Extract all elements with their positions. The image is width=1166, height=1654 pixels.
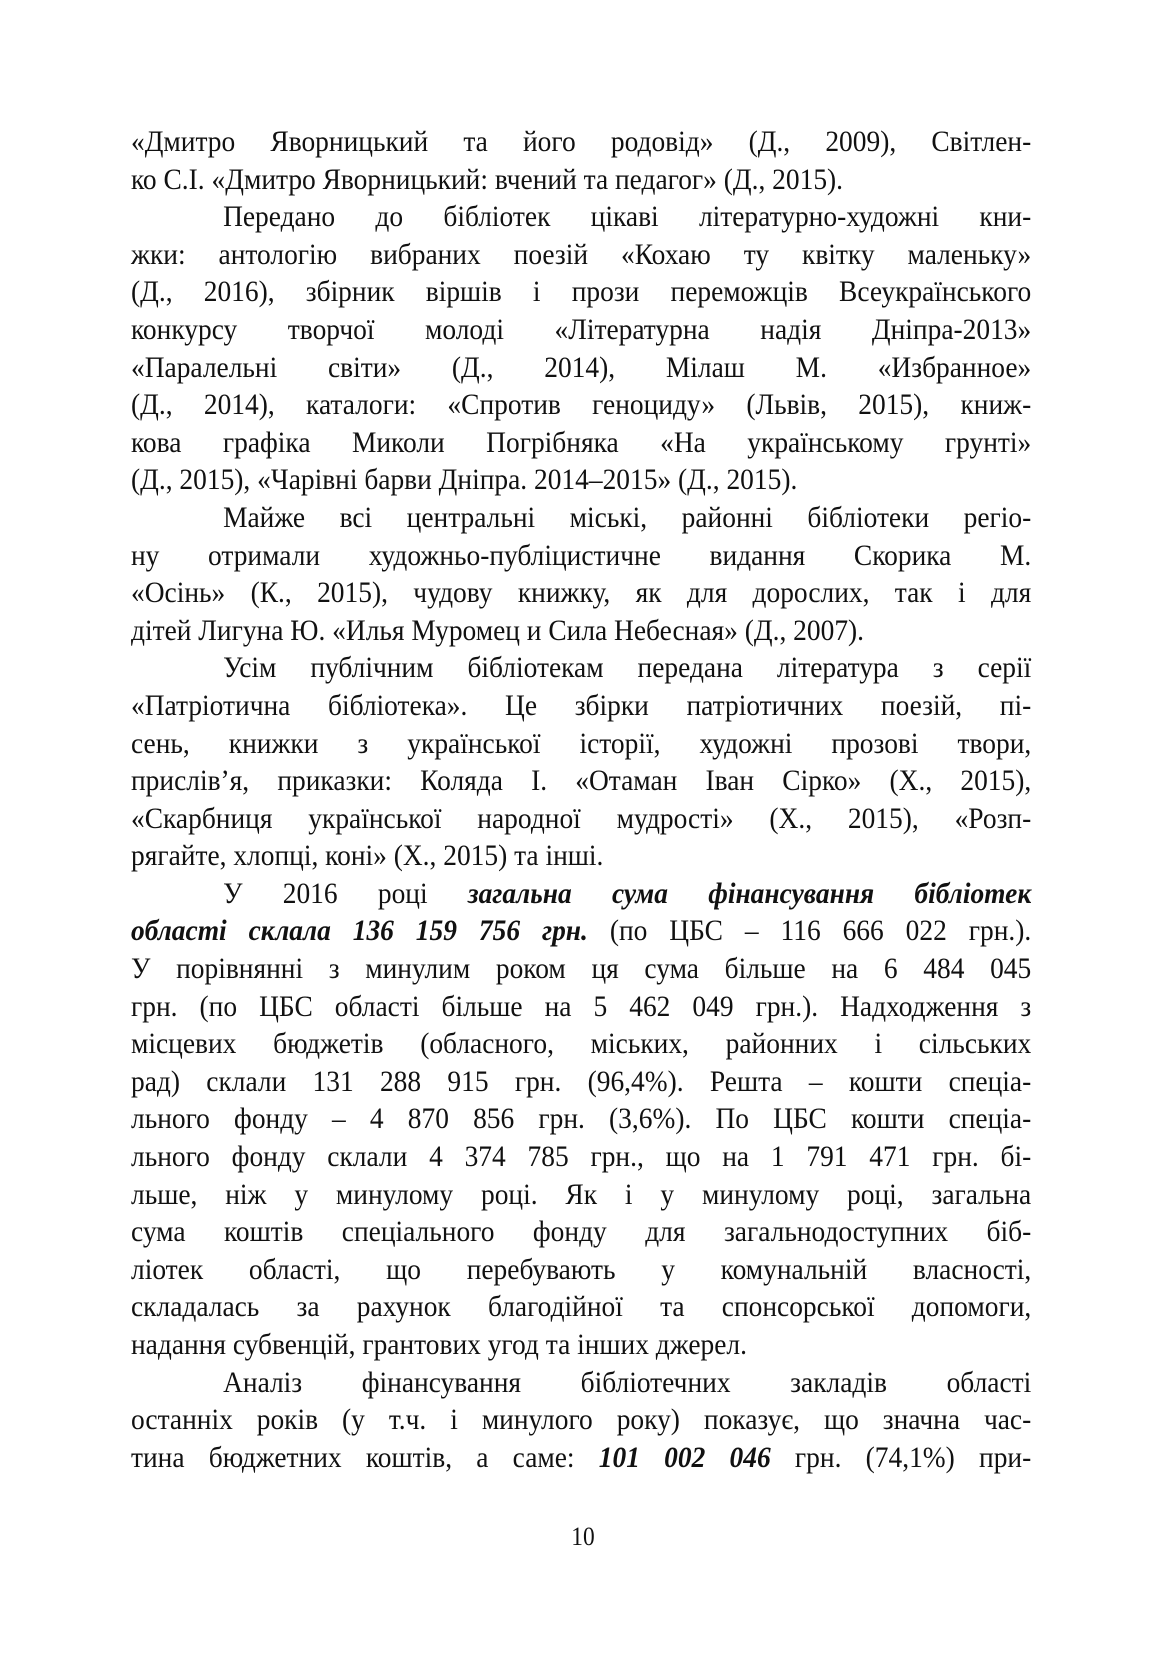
text-segment: У 2016 році: [223, 877, 468, 910]
text-line: [131, 650, 1031, 688]
text-segment: ліотек області, що перебувають у комунальній власності,: [131, 1253, 1032, 1286]
text-line: [131, 350, 1031, 388]
text-line: [131, 500, 1031, 538]
emphasized-text: області склала 136 159 756 грн.: [131, 915, 588, 948]
text-segment: льного фонду склали 4 374 785 грн., що на 1 791 471 грн. бі-: [131, 1141, 1032, 1174]
text-segment: конкурсу творчої молоді «Літературна надія Дніпра-2013»: [131, 313, 1032, 346]
text-line: [131, 951, 1031, 989]
text-segment: жки: антологію вибраних поезій «Кохаю ту квітку маленьку»: [131, 238, 1032, 271]
text-line: [131, 688, 1031, 726]
text-segment: рягайте, хлопці, коні» (Х., 2015) та інші.: [131, 840, 604, 873]
text-line: [131, 801, 1031, 839]
text-line: [131, 1214, 1031, 1252]
paragraph: [131, 124, 1031, 199]
text-segment: кова графіка Миколи Погрібняка «На українському грунті»: [131, 426, 1032, 459]
text-line: [131, 913, 1031, 951]
text-line: [131, 199, 1031, 237]
text-line: [131, 575, 1031, 613]
text-segment: ко С.І. «Дмитро Яворницький: вчений та педагог» (Д., 2015).: [131, 163, 844, 196]
text-line: [131, 876, 1031, 914]
text-segment: (Д., 2014), каталоги: «Спротив геноциду» (Львів, 2015), книж-: [131, 389, 1032, 422]
text-line: [131, 613, 1031, 651]
text-line: [131, 274, 1031, 312]
text-line: [131, 726, 1031, 764]
text-line: [131, 538, 1031, 576]
text-line: [131, 1327, 1031, 1365]
text-segment: сума коштів спеціального фонду для загальнодоступних біб-: [131, 1216, 1032, 1249]
text-line: [131, 1289, 1031, 1327]
text-line: [131, 425, 1031, 463]
text-line: [131, 1026, 1031, 1064]
text-segment: льше, ніж у минулому році. Як і у минулому році, загальна: [131, 1178, 1032, 1211]
text-segment: рад) склали 131 288 915 грн. (96,4%). Решта – кошти спеціа-: [131, 1065, 1032, 1098]
text-segment: «Дмитро Яворницький та його родовід» (Д., 2009), Світлен-: [131, 126, 1032, 158]
paragraph: [131, 500, 1031, 650]
text-segment: місцевих бюджетів (обласного, міських, районних і сільських: [131, 1028, 1032, 1061]
text-segment: сень, книжки з української історії, художні прозові твори,: [131, 727, 1032, 760]
text-segment: Аналіз фінансування бібліотечних закладів області: [223, 1366, 1032, 1399]
text-segment: льного фонду – 4 870 856 грн. (3,6%). По ЦБС кошти спеціа-: [131, 1103, 1032, 1136]
text-segment: Усім публічним бібліотекам передана література з серії: [223, 652, 1032, 685]
text-line: [131, 124, 1031, 162]
document-body: [131, 124, 1031, 1477]
text-segment: (по ЦБС – 116 666 022 грн.).: [587, 915, 1032, 948]
text-line: [131, 1365, 1031, 1403]
text-segment: Передано до бібліотек цікаві літературно-художні кни-: [223, 201, 1032, 234]
text-line: [131, 1139, 1031, 1177]
text-segment: грн. (по ЦБС області більше на 5 462 049 грн.). Надходження з: [131, 990, 1032, 1023]
text-segment: Майже всі центральні міські, районні бібліотеки регіо-: [223, 501, 1032, 534]
text-segment: останніх років (у т.ч. і минулого року) показує, що значна час-: [131, 1404, 1032, 1437]
text-line: [131, 1101, 1031, 1139]
text-line: [131, 1177, 1031, 1215]
text-line: [131, 989, 1031, 1027]
text-segment: тина бюджетних коштів, а саме:: [131, 1441, 599, 1474]
text-line: [131, 1440, 1031, 1478]
emphasized-text: 101 002 046: [598, 1441, 771, 1474]
text-line: [131, 162, 1031, 200]
text-line: [131, 237, 1031, 275]
text-line: [131, 312, 1031, 350]
text-line: [131, 1252, 1031, 1290]
text-line: [131, 763, 1031, 801]
text-segment: складалась за рахунок благодійної та спонсорської допомоги,: [131, 1291, 1032, 1324]
text-segment: ну отримали художньо-публіцистичне видання Скорика М.: [131, 539, 1032, 572]
text-segment: «Патріотична бібліотека». Це збірки патріотичних поезій, пі-: [131, 689, 1032, 722]
text-segment: грн. (74,1%) при-: [770, 1441, 1032, 1474]
text-line: [131, 1402, 1031, 1440]
text-segment: У порівнянні з минулим роком ця сума більше на 6 484 045: [131, 953, 1032, 986]
text-segment: «Скарбниця української народної мудрості» (Х., 2015), «Розп-: [131, 802, 1032, 835]
text-segment: дітей Лигуна Ю. «Илья Муромец и Сила Небесная» (Д., 2007).: [131, 614, 865, 647]
paragraph: [131, 1365, 1031, 1478]
paragraph: [131, 876, 1031, 1365]
text-line: [131, 462, 1031, 500]
text-line: [131, 387, 1031, 425]
text-segment: надання субвенцій, грантових угод та інших джерел.: [131, 1329, 747, 1361]
text-line: [131, 1064, 1031, 1102]
text-segment: прислів’я, приказки: Коляда І. «Отаман Іван Сірко» (Х., 2015),: [131, 765, 1032, 798]
emphasized-text: загальна сума фінансування бібліотек: [467, 877, 1032, 910]
paragraph: [131, 650, 1031, 876]
text-segment: «Осінь» (К., 2015), чудову книжку, як для дорослих, так і для: [131, 577, 1032, 610]
text-segment: (Д., 2016), збірник віршів і прози переможців Всеукраїнського: [131, 276, 1032, 309]
paragraph: [131, 199, 1031, 500]
page-number: 10: [571, 1522, 595, 1551]
text-segment: «Паралельні світи» (Д., 2014), Мілаш М. «Избранное»: [131, 351, 1032, 384]
text-segment: (Д., 2015), «Чарівні барви Дніпра. 2014–2015» (Д., 2015).: [131, 464, 798, 497]
text-line: [131, 838, 1031, 876]
